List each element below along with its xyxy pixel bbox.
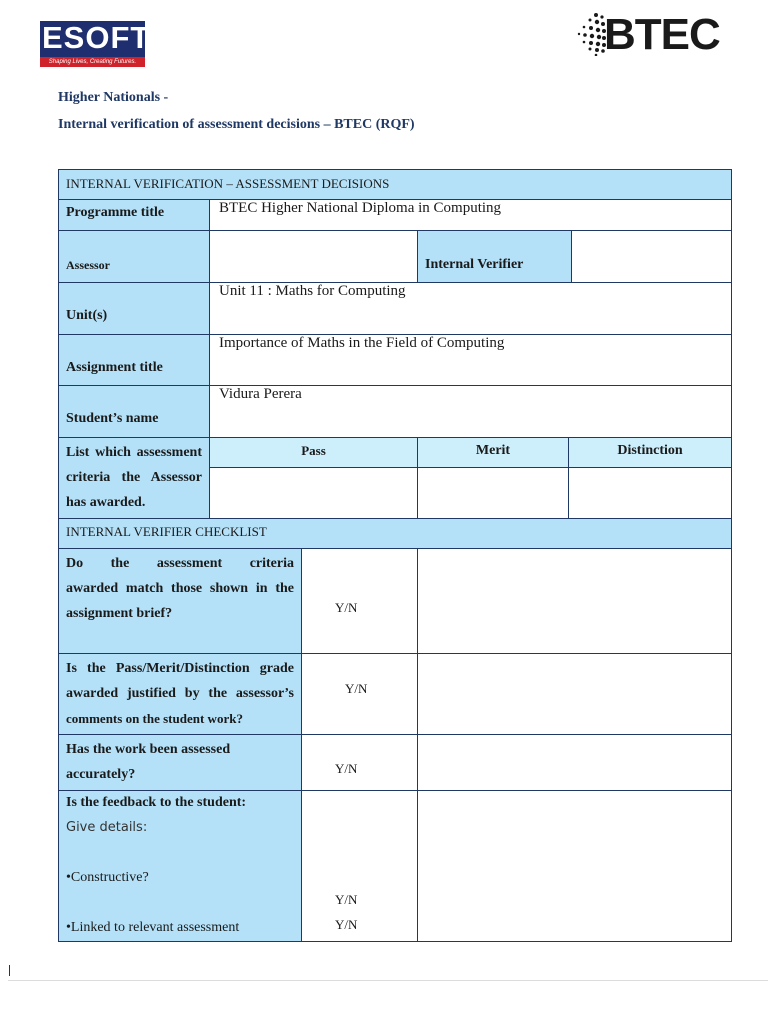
question-line: assignment brief?: [66, 606, 173, 621]
assessed-accurately-comments: [417, 734, 732, 791]
question-line: comments on the student work?: [66, 711, 243, 726]
programme-title-label: Programme title: [58, 199, 210, 231]
section-title: INTERNAL VERIFICATION – ASSESSMENT DECISIONS: [66, 176, 390, 191]
question-line: accurately?: [66, 767, 136, 782]
btec-dots-icon: [576, 12, 606, 56]
question-line: awarded justified by the assessor’s: [66, 686, 294, 701]
section-assessment-decisions: [58, 169, 732, 200]
feedback-bullet-constructive: [66, 870, 149, 886]
grade-justified-yn: Y/N: [301, 653, 418, 735]
question-line: awarded match those shown in the: [66, 581, 294, 596]
document-subheading: Internal verification of assessment decisions – BTEC (RQF): [58, 117, 415, 132]
esoft-logo-wordmark: ESOFT: [42, 20, 151, 55]
feedback-linked-yn: Y/N: [335, 917, 358, 932]
feedback-question-title: Is the feedback to the student:: [66, 795, 247, 810]
student-name-value: Vidura Perera: [209, 385, 732, 438]
feedback-comments: [417, 790, 732, 942]
checklist-title: INTERNAL VERIFIER CHECKLIST: [58, 518, 732, 549]
esoft-logo-tagline: Shaping Lives, Creating Futures.: [48, 59, 137, 65]
unit-value: Unit 11 : Maths for Computing: [209, 282, 732, 335]
unit-label: Unit(s): [58, 282, 210, 335]
text-cursor: [9, 965, 10, 976]
bullet-text: Linked to relevant assessment: [70, 920, 240, 935]
bullet-icon: •: [66, 870, 71, 885]
assessor-value: [209, 230, 418, 283]
criteria-label-line: has awarded.: [66, 495, 146, 510]
document-heading: Higher Nationals -: [58, 90, 169, 105]
esoft-logo: [40, 20, 151, 67]
grade-pass-value: [209, 467, 418, 519]
programme-title-value: BTEC Higher National Diploma in Computing: [209, 199, 732, 231]
checklist-question-feedback: [58, 790, 302, 942]
page-divider: [8, 980, 768, 981]
feedback-give-details: Give details:: [66, 820, 148, 835]
question-line: Is the Pass/Merit/Distinction grade: [66, 661, 294, 676]
grade-header-distinction: Distinction: [568, 437, 732, 468]
feedback-bullet-linked: [66, 920, 239, 936]
assignment-title-label: Assignment title: [58, 334, 210, 386]
btec-logo-wordmark: BTEC: [604, 10, 720, 59]
criteria-awarded-label: [58, 437, 210, 519]
question-line: Do the assessment criteria: [66, 556, 294, 571]
grade-distinction-value: [568, 467, 732, 519]
criteria-label-line: criteria the Assessor: [66, 470, 202, 485]
checklist-question-assessed-accurately: [58, 734, 302, 791]
criteria-match-yn: Y/N: [301, 548, 418, 654]
internal-verifier-label: Internal Verifier: [417, 230, 572, 283]
feedback-constructive-yn: Y/N: [335, 892, 358, 907]
criteria-match-comments: [417, 548, 732, 654]
grade-justified-comments: [417, 653, 732, 735]
internal-verifier-value: [571, 230, 732, 283]
grade-header-merit: Merit: [417, 437, 569, 468]
grade-header-pass: Pass: [209, 437, 418, 468]
bullet-icon: •: [66, 920, 71, 935]
bullet-text: Constructive?: [70, 870, 149, 885]
assessed-accurately-yn: Y/N: [301, 734, 418, 791]
feedback-yn-cell: [301, 790, 418, 942]
btec-logo: [576, 10, 726, 60]
grade-merit-value: [417, 467, 569, 519]
question-line: Has the work been assessed: [66, 742, 231, 757]
checklist-question-criteria-match: [58, 548, 302, 654]
assignment-title-value: Importance of Maths in the Field of Computing: [209, 334, 732, 386]
criteria-label-line: List which assessment: [66, 445, 202, 460]
student-name-label: Student’s name: [58, 385, 210, 438]
assessor-label: Assessor: [58, 230, 210, 283]
checklist-question-grade-justified: [58, 653, 302, 735]
